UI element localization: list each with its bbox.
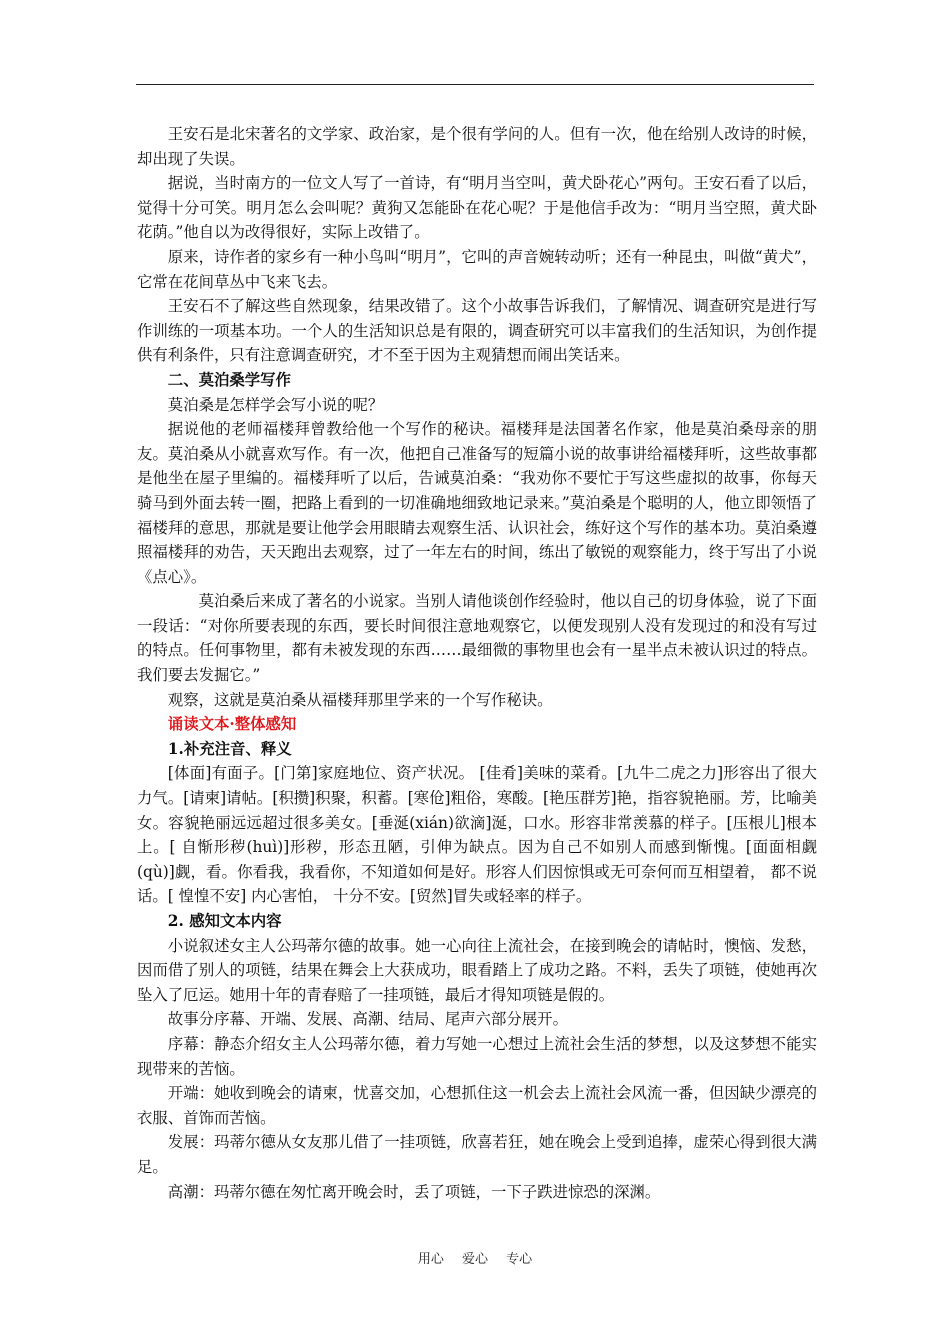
paragraph: 开端：她收到晚会的请柬，忧喜交加，心想抓住这一机会去上流社会风流一番，但因缺少漂亮的衣服、首饰而苦恼。 bbox=[137, 1084, 817, 1127]
page-footer: 用心 爱心 专心 bbox=[417, 1252, 533, 1267]
document-body bbox=[137, 122, 817, 1204]
subsection-heading: 1.补充注音、释义 bbox=[167, 739, 292, 758]
paragraph: 王安石不了解这些自然现象，结果改错了。这个小故事告诉我们，了解情况、调查研究是进行写作训练的一项基本功。一个人的生活知识总是有限的，调查研究可以丰富我们的生活知识，为创作提供有利条件，只有注意调查研究，才不至于因为主观猜想而闹出笑话来。 bbox=[137, 297, 817, 365]
paragraph: 据说他的老师福楼拜曾教给他一个写作的秘诀。福楼拜是法国著名作家，他是莫泊桑母亲的朋友。莫泊桑从小就喜欢写作。有一次，他把自己准备写的短篇小说的故事讲给福楼拜听，这些故事都是他坐在屋子里编的。福楼拜听了以后，告诫莫泊桑：“我劝你不要忙于写这些虚拟的故事，你每天骑马到外面去转一圈，把路上看到的一切准确地细致地记录来。”莫泊桑是个聪明的人，他立即领悟了福楼拜的意思，那就是要让他学会用眼睛去观察生活、认识社会，练好这个写作的基本功。莫泊桑遵照福楼拜的劝告，天天跑出去观察，过了一年左右的时间，练出了敏锐的观察能力，终于写出了小说《点心》。 bbox=[137, 420, 817, 586]
paragraph: 发展：玛蒂尔德从女友那儿借了一挂项链，欣喜若狂，她在晚会上受到追捧，虚荣心得到很大满足。 bbox=[137, 1133, 817, 1176]
paragraph: 高潮：玛蒂尔德在匆忙离开晚会时，丢了项链，一下子跌进惊恐的深渊。 bbox=[167, 1182, 661, 1201]
paragraph: [体面]有面子。[门第]家庭地位、资产状况。 [佳肴]美味的菜肴。[九牛二虎之力]形容出了很大力气。[请柬]请帖。[积攒]积聚，积蓄。[寒伧]粗俗，寒酸。[艳压群芳]艳，指容貌艳丽。芳，比喻美女。容貌艳丽远远超过很多美女。[垂涎(xián)欲滴]涎，口水。形容非常羡慕的样子。[压根儿]根本上。[ 自惭形秽(huì)]形秽，形态丑陋，引伸为缺点。因为自己不如别人而感到惭愧。[面面相觑(qù)]觑，看。你看我，我看你，不知道如何是好。形容人们因惊惧或无可奈何而互相望着， 都不说话。[ 惶惶不安] 内心害怕， 十分不安。[贸然]冒失或轻率的样子。 bbox=[137, 764, 817, 906]
header-rule bbox=[136, 84, 814, 85]
paragraph: 序幕：静态介绍女主人公玛蒂尔德，着力写她一心想过上流社会生活的梦想，以及这梦想不能实现带来的苦恼。 bbox=[137, 1034, 817, 1078]
paragraph: 小说叙述女主人公玛蒂尔德的故事。她一心向往上流社会，在接到晚会的请帖时，懊恼、发愁，因而借了别人的项链，结果在舞会上大获成功，眼看踏上了成功之路。不料，丢失了项链，使她再次坠入了厄运。她用十年的青春赔了一挂项链，最后才得知项链是假的。 bbox=[137, 936, 817, 1004]
subsection-heading: 2. 感知文本内容 bbox=[167, 912, 282, 930]
paragraph: 莫泊桑后来成了著名的小说家。当别人请他谈创作经验时，他以自己的切身体验，说了下面一段话：“对你所要表现的东西，要长时间很注意地观察它，以便发现别人没有发现过的和没有写过的特点。任何事物里，都有未被发现的东西……最细微的事物里也会有一星半点未被认识过的特点。我们要去发掘它。” bbox=[137, 592, 817, 685]
paragraph: 观察，这就是莫泊桑从福楼拜那里学来的一个写作秘诀。 bbox=[167, 690, 553, 709]
paragraph: 原来，诗作者的家乡有一种小鸟叫“明月”，它叫的声音婉转动听；还有一种昆虫，叫做“黄犬”，它常在花间草丛中飞来飞去。 bbox=[137, 247, 817, 291]
paragraph: 故事分序幕、开端、发展、高潮、结局、尾声六部分展开。 bbox=[167, 1010, 568, 1029]
paragraph: 莫泊桑是怎样学会写小说的呢？ bbox=[167, 395, 384, 414]
section-heading: 二、莫泊桑学写作 bbox=[167, 370, 291, 389]
paragraph: 据说，当时南方的一位文人写了一首诗，有“明月当空叫，黄犬卧花心”两句。王安石看了以后，觉得十分可笑。明月怎么会叫呢？黄狗又怎能卧在花心呢？于是他信手改为：“明月当空照，黄犬卧花荫。”他自以为改得很好，实际上改错了。 bbox=[137, 174, 817, 242]
section-heading-red: 诵读文本·整体感知 bbox=[167, 715, 297, 734]
paragraph: 王安石是北宋著名的文学家、政治家，是个很有学问的人。但有一次，他在给别人改诗的时候，却出现了失误。 bbox=[137, 125, 817, 168]
